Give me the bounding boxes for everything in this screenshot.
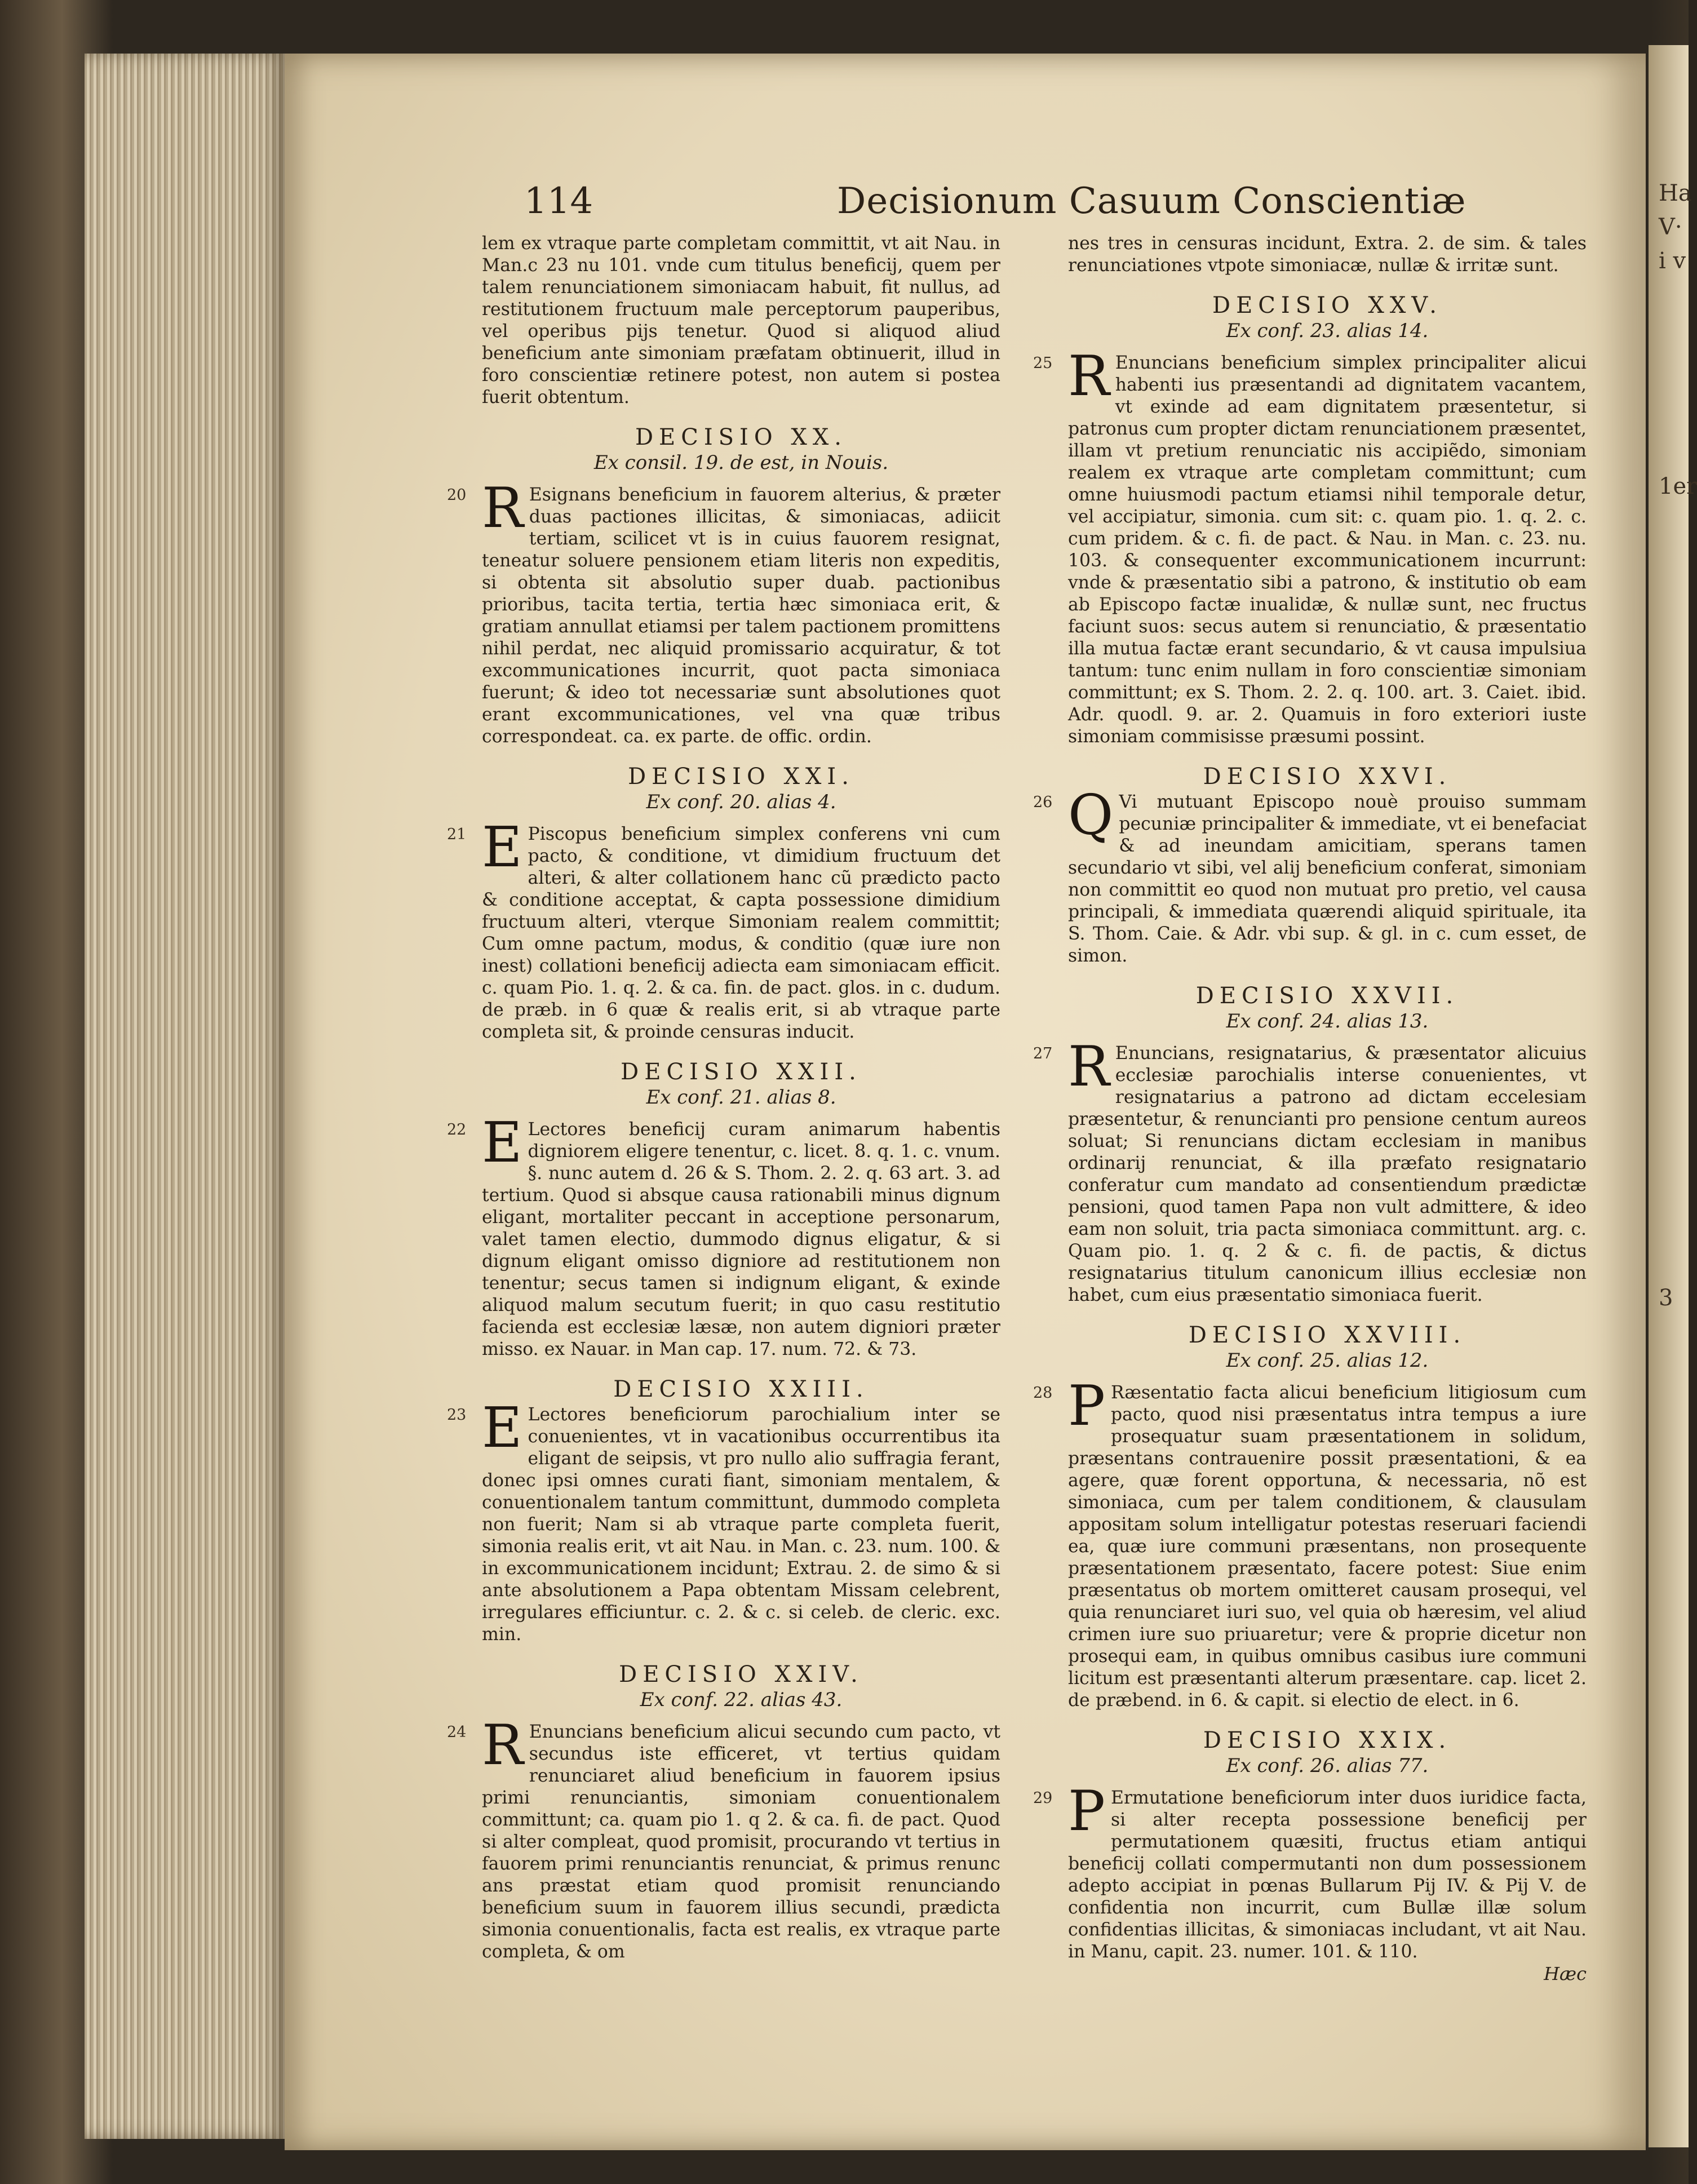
decision-text: Ermutatione beneficiorum inter duos iuridice facta, si alter recepta possessione beneficij per permutationem quæsiti, fructus etiam antiqui beneficij collati compermutanti non dum possessionem adepto accipiat in pœnas Bullarum Pij IV. & Pij V. de confidentia non incurrit, cum Bullæ illæ solum confidentias illicitas, & simoniacas includant, vt ait Nau. in Manu, capit. 23. numer. 101. & 110.: [1068, 1788, 1587, 1962]
decision-24: [447, 1662, 1000, 1963]
drop-cap: P: [1068, 1374, 1105, 1438]
decision-heading: DECISIO XXI.: [628, 764, 854, 790]
decision-source: Ex consil. 19. de est, in Nouis.: [593, 451, 889, 474]
running-title: Decisionum Casuum Conscientiæ: [837, 180, 1466, 222]
facing-fragment: Ha: [1659, 180, 1692, 206]
continuation-text: nes tres in censuras incidunt, Extra. 2. de sim. & tales renunciationes vtpote simoniacæ, nullæ & irritæ sunt.: [1068, 233, 1587, 276]
decision-heading: DECISIO XXVI.: [1203, 764, 1452, 790]
decision-source: Ex conf. 25. alias 12.: [1226, 1349, 1429, 1372]
facing-page-edge: [1649, 45, 1697, 2147]
decision-20: [447, 424, 1000, 748]
drop-cap: R: [482, 476, 524, 541]
drop-cap: E: [482, 816, 522, 880]
decision-21: [447, 764, 1000, 1043]
marginal-number: 20: [447, 486, 467, 504]
marginal-number: 23: [447, 1406, 467, 1424]
decision-heading: DECISIO XXII.: [621, 1059, 862, 1085]
left-column: [447, 233, 1000, 1963]
page-number: 114: [524, 180, 593, 222]
drop-cap: R: [1068, 344, 1110, 409]
decision-source: Ex conf. 20. alias 4.: [646, 791, 836, 813]
marginal-number: 21: [447, 826, 467, 843]
continuation-text: lem ex vtraque parte completam committit, vt ait Nau. in Man.c 23 nu 101. vnde cum titulus beneficij, quem per talem renunciationem simoniacam habuit, fit nullus, ad restitutionem fructuum male perceptorum pauperibus, vel operibus pijs tenetur. Quod si aliquod aliud beneficium ante simoniam præfatam obtinuerit, illud in foro conscientiæ retinere potest, non autem si postea fuerit obtentum.: [482, 233, 1000, 407]
facing-fragment: 1er: [1659, 473, 1697, 499]
drop-cap: R: [1068, 1035, 1110, 1099]
decision-23: [447, 1376, 1000, 1646]
marginal-number: 27: [1033, 1045, 1053, 1062]
decision-text: Enuncians beneficium simplex principaliter alicui habenti ius præsentandi ad dignitatem vacantem, vt exinde ad eam dignitatem præsentetur, si patronus cum propter dictam renunciationem præsentet, illam vt pretium renunciatic nis accipiẽdo, simoniam realem ex vtraque arte completam committunt; cum omne huiusmodi pactum etiamsi nihil temporale detur, vel accipiatur, simonia. cum sit: c. quam pio. 1. q. 2. c. cum pridem. & c. fi. de pact. & Nau. in Man. c. 23. nu. 103. & consequenter excommunicationem incurrunt: vnde & præsentatio sibi a patrono, & institutio ob eam ab Episcopo factæ inualidæ, & nullæ sunt, nec fructus faciunt suos: secus autem si renunciatio, & præsentatio illa mutua factæ erant secundario, & vt causa impulsiua tantum: tunc enim nullam in foro conscientiæ simoniam committunt; ex S. Thom. 2. 2. q. 100. art. 3. Caiet. ibid. Adr. quodl. 9. ar. 2. Quamuis in foro exteriori iuste simoniam commisisse præsumi possint.: [1068, 353, 1587, 747]
facing-fragment: 3: [1659, 1285, 1673, 1311]
decision-25: [1033, 293, 1587, 748]
decision-text: Piscopus beneficium simplex conferens vni cum pacto, & conditione, vt dimidium fructuum det alteri, & alter collationem hanc cũ prædicto pacto & conditione acceptat, & capta possessione dimidium fructuum alteri, vterque Simoniam realem committit; Cum omne pactum, modus, & conditio (quæ iure non inest) collationi beneficij adiecta eam simoniacam efficit. c. quam Pio. 1. q. 2. & ca. fin. de pact. glos. in c. dudum. de præb. in 6 quæ & realis erit, si ab vtraque parte completa sit, & proinde censuras inducit.: [482, 824, 1000, 1042]
decision-26: [1033, 764, 1587, 967]
decision-heading: DECISIO XXIII.: [613, 1376, 869, 1402]
decision-heading: DECISIO XXIV.: [619, 1662, 863, 1687]
decision-source: Ex conf. 26. alias 77.: [1226, 1755, 1429, 1777]
marginal-number: 29: [1033, 1789, 1053, 1807]
marginal-number: 22: [447, 1121, 467, 1138]
decision-heading: DECISIO XXV.: [1212, 293, 1442, 318]
drop-cap: R: [482, 1713, 524, 1778]
decision-text: Ræsentatio facta alicui beneficium litigiosum cum pacto, quod nisi præsentatus intra tempus a iure prosequatur suam præsentationem in solidum, præsentans contrauenire possit præsentationi, & ea agere, quæ forent opportuna, & necessaria, nõ est simoniaca, cum per talem conditionem, & clausulam appositam solum intelligatur potestas reseruari faciendi ea, quæ iure communi præsentans, non prosequente præsentationem præsentato, facere potest: Siue enim præsentatus ob mortem omitteret causam prosequi, vel quia renunciaret iuri suo, vel quia ob hæresim, vel aliud crimen iure suo priuaretur; vere & proprie dicetur non prosequi eam, in quibus omnibus casibus iure communi licitum est præsentanti alterum præsentare. cap. licet 2. de præbend. in 6. & capit. si electio de elect. in 6.: [1068, 1383, 1587, 1711]
decision-heading: DECISIO XX.: [635, 424, 848, 450]
marginal-number: 26: [1033, 794, 1053, 811]
drop-cap: P: [1068, 1779, 1105, 1844]
drop-cap: Q: [1068, 783, 1114, 848]
decision-heading: DECISIO XXVIII.: [1188, 1322, 1466, 1348]
drop-cap: E: [482, 1111, 522, 1175]
decision-27: [1033, 983, 1587, 1306]
book-fore-edge: [85, 54, 287, 2139]
catchword: Hæc: [1544, 1963, 1587, 1984]
decision-heading: DECISIO XXIX.: [1203, 1727, 1452, 1753]
running-head: [285, 180, 1646, 231]
decision-text: Enuncians beneficium alicui secundo cum pacto, vt secundus iste efficeret, vt tertius quidam renunciaret aliud beneficium in fauorem ipsius primi renunciantis, simoniam conuentionalem committunt; ca. quam pio 1. q 2. & ca. fi. de pact. Quod si alter compleat, quod promisit, procurando vt tertius in fauorem primi renunciantis renunciat, & primus renunc ans præstat etiam quod promisit renunciando beneficium suum in fauorem illius secundi, prædicta simonia conuentionalis, facta est realis, ex vtraque parte completa, & om: [482, 1722, 1000, 1962]
decision-22: [447, 1059, 1000, 1361]
decision-heading: DECISIO XXVII.: [1195, 983, 1459, 1009]
decision-source: Ex conf. 22. alias 43.: [640, 1689, 843, 1711]
drop-cap: E: [482, 1396, 522, 1460]
marginal-number: 25: [1033, 355, 1053, 372]
facing-fragment: i v: [1659, 248, 1686, 274]
decision-28: [1033, 1322, 1587, 1712]
decision-text: Enuncians, resignatarius, & præsentator alicuius ecclesiæ parochialis interse conuenientes, vt resignatarius a patrono ad dictam eccelesiam præsentetur, & renuncianti pro pensione centum aureos soluat; Si renuncians dictam ecclesiam in manibus ordinarij renunciat, & illa præfato resignatario conferatur cum mandato ad consentiendum prædictæ pensioni, quod tamen Papa non vult admittere, & ideo eam non soluit, tria pacta simoniaca committunt. arg. c. Quam pio. 1. q. 2 & c. fi. de pactis, & dictus resignatarius titulum canonicum illius ecclesiæ non habet, cum eius præsentatio simoniaca fuerit.: [1068, 1043, 1587, 1305]
facing-fragment: V·: [1659, 214, 1682, 240]
marginal-number: 28: [1033, 1384, 1053, 1402]
marginal-number: 24: [447, 1724, 467, 1741]
decision-text: Lectores beneficij curam animarum habentis digniorem eligere tenentur, c. licet. 8. q. 1. c. vnum. §. nunc autem d. 26 & S. Thom. 2. 2. q. 63 art. 3. ad tertium. Quod si absque causa rationabili minus dignum eligant, mortaliter peccant in acceptione personarum, valet tamen electio, dummodo dignus eligatur, & si dignum eligant omisso digniore ad restitutionem non tenentur; secus tamen si indignum eligant, & exinde aliquod malum secutum fuerit; in quo casu restitutio facienda est ecclesiæ læsæ, non autem digniori præter misso. ex Nauar. in Man cap. 17. num. 72. & 73.: [482, 1119, 1000, 1359]
decision-source: Ex conf. 21. alias 8.: [646, 1086, 836, 1109]
decision-text: Esignans beneficium in fauorem alterius, & præter duas pactiones illicitas, & simoniacas, adiicit tertiam, scilicet vt is in cuius fauorem resignat, teneatur soluere pensionem etiam literis non expeditis, si obtenta sit absolutio super duab. pactionibus prioribus, tacita tertia, tertia hæc simoniaca erit, & gratiam annullat etiamsi per talem pactionem promittens nihil perdat, nec aliquid promissario acquiratur, & tot excommunicationes incurrit, quot pacta simoniaca fuerunt; & ideo tot necessariæ sunt absolutiones quot erant excommunicationes, vel vna quæ tribus correspondeat. ca. ex parte. de offic. ordin.: [482, 485, 1000, 747]
decision-29: [1033, 1727, 1587, 1963]
book-page: [285, 54, 1646, 2150]
right-column: [1033, 233, 1587, 1988]
decision-source: Ex conf. 24. alias 13.: [1226, 1010, 1429, 1033]
decision-text: Vi mutuant Episcopo nouè prouiso summam pecuniæ principaliter & immediate, vt ei benefaciat & ad ineundam amicitiam, sperans tamen secundario vt sibi, vel alij beneficium conferat, simoniam non committit eo quod non mutuat pro pretio, vel causa principali, & immediata quærendi aliquid spirituale, ita S. Thom. Caie. & Adr. vbi sup. & gl. in c. cum esset, de simon.: [1068, 792, 1587, 966]
decision-source: Ex conf. 23. alias 14.: [1226, 320, 1429, 342]
decision-text: Lectores beneficiorum parochialium inter se conuenientes, vt in vacationibus occurrentibus ita eligant de seipsis, vt pro nullo alio suffragia ferant, donec ipsi omnes curati fiant, simoniam mentalem, & conuentionalem tantum committunt, dummodo completa non fuerit; Nam si ab vtraque parte completa fuerit, simonia realis erit, vt ait Nau. in Man. c. 23. num. 100. & in excommunicationem incidunt; Extrau. 2. de simo & si ante absolutionem a Papa obtentam Missam celebrent, irregulares efficiuntur. c. 2. & c. si celeb. de cleric. exc. min.: [482, 1405, 1000, 1645]
